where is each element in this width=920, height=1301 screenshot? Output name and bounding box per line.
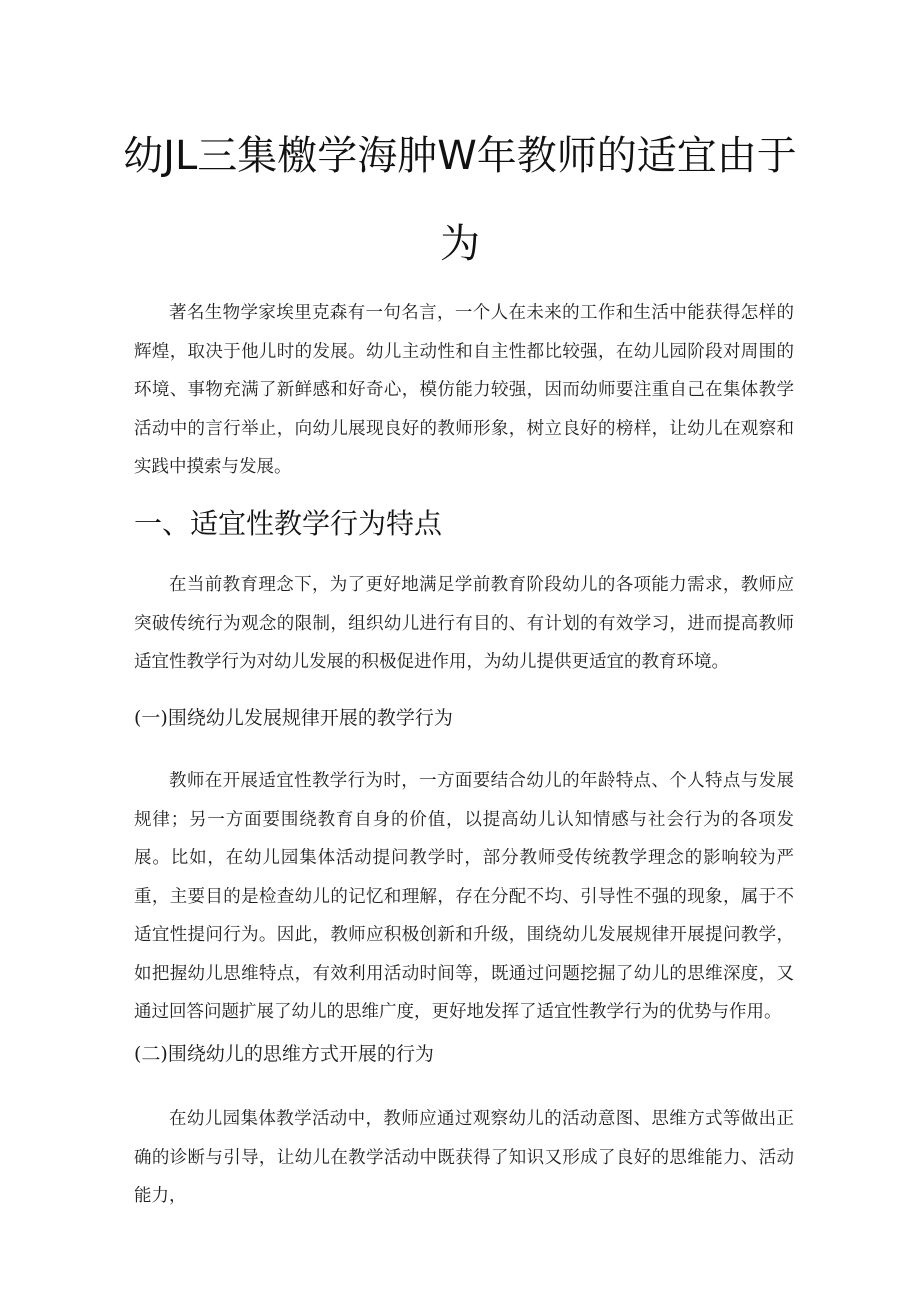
- subsection-2-paragraph: 在幼儿园集体教学活动中，教师应通过观察幼儿的活动意图、思维方式等做出正确的诊断与引导，让幼儿在教学活动中既获得了知识又形成了良好的思维能力、活动能力，: [134, 1109, 794, 1206]
- subsection-heading-2: (二)围绕幼儿的思维方式开展的行为: [134, 1043, 434, 1065]
- intro-paragraph: 著名生物学家埃里克森有一句名言，一个人在未来的工作和生活中能获得怎样的辉煌，取决于他儿时的发展。幼儿主动性和自主性都比较强，在幼儿园阶段对周围的环境、事物充满了新鲜感和好奇心，模仿能力较强，因而幼师要注重自己在集体教学活动中的言行举止，向幼儿展现良好的教师形象，树立良好的榜样，让幼儿在观察和实践中摸索与发展。: [134, 303, 794, 477]
- document-title-continued: 为: [440, 221, 480, 267]
- document-title: 幼JL三集檄学海肿W年教师的适宜由于: [123, 133, 797, 179]
- subsection-1-paragraph: 教师在开展适宜性教学行为时，一方面要结合幼儿的年龄特点、个人特点与发展规律；另一方面要围绕教育自身的价值，以提高幼儿认知情感与社会行为的各项发展。比如，在幼儿园集体活动提问教学时，部分教师受传统教学理念的影响较为严重，主要目的是检查幼儿的记忆和理解，存在分配不均、引导性不强的现象，属于不适宜性提问行为。因此，教师应积极创新和升级，围绕幼儿发展规律开展提问教学，如把握幼儿思维特点，有效利用活动时间等，既通过问题挖掘了幼儿的思维深度，又通过回答问题扩展了幼儿的思维广度，更好地发挥了适宜性教学行为的优势与作用。: [134, 771, 794, 1022]
- section-1-paragraph: 在当前教育理念下，为了更好地满足学前教育阶段幼儿的各项能力需求，教师应突破传统行为观念的限制，组织幼儿进行有目的、有计划的有效学习，进而提高教师适宜性教学行为对幼儿发展的积极促进作用，为幼儿提供更适宜的教育环境。: [134, 575, 794, 672]
- subsection-heading-1: (一)围绕幼儿发展规律开展的教学行为: [134, 707, 453, 729]
- section-heading-1: 一、适宜性教学行为特点: [134, 507, 443, 540]
